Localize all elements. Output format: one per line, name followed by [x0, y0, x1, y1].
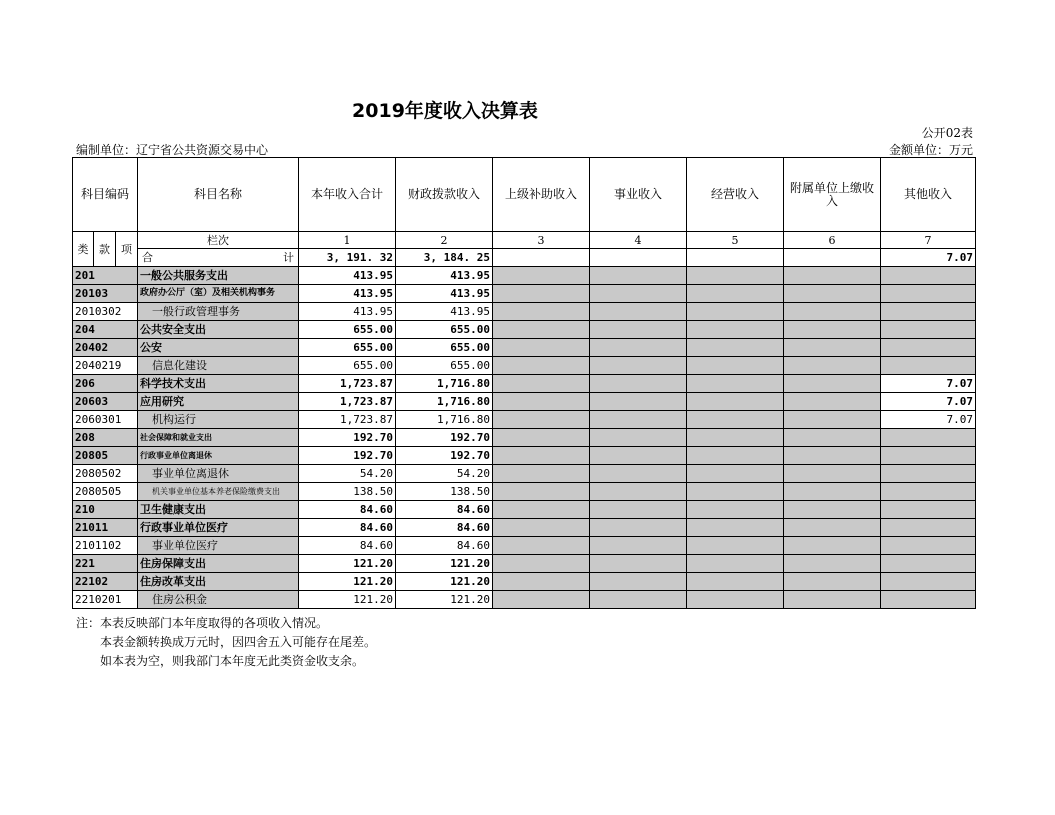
row-name: 社会保障和就业支出 [138, 429, 299, 447]
row-total: 655.00 [299, 339, 396, 357]
row-fiscal: 192.70 [396, 429, 493, 447]
row-other [881, 591, 976, 609]
row-total: 84.60 [299, 501, 396, 519]
row-fiscal: 1,716.80 [396, 411, 493, 429]
row-affiliate [784, 483, 881, 501]
total-label-left: 合 [142, 251, 153, 264]
row-name: 信息化建设 [138, 357, 299, 375]
row-other: 7.07 [881, 411, 976, 429]
row-operating [687, 393, 784, 411]
row-fiscal: 413.95 [396, 267, 493, 285]
row-superior [493, 465, 590, 483]
row-other [881, 555, 976, 573]
header-row [73, 158, 976, 232]
row-code: 2080505 [73, 483, 138, 501]
row-business [590, 339, 687, 357]
row-name: 机构运行 [138, 411, 299, 429]
row-operating [687, 357, 784, 375]
row-code: 2101102 [73, 537, 138, 555]
row-fiscal: 84.60 [396, 537, 493, 555]
form-number: 公开02表 [921, 126, 973, 140]
row-code: 201 [73, 267, 138, 285]
row-name: 公安 [138, 339, 299, 357]
row-name: 行政事业单位医疗 [138, 519, 299, 537]
row-total: 1,723.87 [299, 411, 396, 429]
row-fiscal: 84.60 [396, 519, 493, 537]
row-business [590, 375, 687, 393]
row-other [881, 357, 976, 375]
table-row [73, 483, 976, 501]
income-table [72, 157, 976, 609]
row-operating [687, 285, 784, 303]
row-name: 机关事业单位基本养老保险缴费支出 [138, 483, 299, 501]
row-code: 2080502 [73, 465, 138, 483]
row-fiscal: 1,716.80 [396, 375, 493, 393]
header-operating: 经营收入 [687, 158, 784, 232]
row-operating [687, 465, 784, 483]
row-affiliate [784, 501, 881, 519]
table-row [73, 537, 976, 555]
row-business [590, 537, 687, 555]
row-operating [687, 519, 784, 537]
total-sum: 3, 191. 32 [299, 249, 396, 267]
row-total: 138.50 [299, 483, 396, 501]
row-total: 655.00 [299, 357, 396, 375]
row-fiscal: 121.20 [396, 591, 493, 609]
row-affiliate [784, 519, 881, 537]
column-number: 1 [299, 232, 396, 249]
row-total: 121.20 [299, 573, 396, 591]
row-code: 208 [73, 429, 138, 447]
row-business [590, 519, 687, 537]
notes [76, 614, 376, 671]
row-affiliate [784, 285, 881, 303]
page-title: 2019年度收入决算表 [352, 100, 538, 122]
table-row [73, 573, 976, 591]
row-total: 121.20 [299, 591, 396, 609]
row-other [881, 321, 976, 339]
row-code: 204 [73, 321, 138, 339]
table-row [73, 321, 976, 339]
row-business [590, 357, 687, 375]
row-name: 住房公积金 [138, 591, 299, 609]
row-affiliate [784, 303, 881, 321]
column-number: 6 [784, 232, 881, 249]
row-superior [493, 321, 590, 339]
row-total: 1,723.87 [299, 393, 396, 411]
row-fiscal: 655.00 [396, 321, 493, 339]
row-affiliate [784, 555, 881, 573]
row-affiliate [784, 465, 881, 483]
row-total: 1,723.87 [299, 375, 396, 393]
row-fiscal: 121.20 [396, 555, 493, 573]
row-affiliate [784, 429, 881, 447]
row-code: 221 [73, 555, 138, 573]
row-other [881, 303, 976, 321]
row-other [881, 285, 976, 303]
row-total: 192.70 [299, 429, 396, 447]
total-other: 7.07 [881, 249, 976, 267]
note-line: 注：本表反映部门本年度取得的各项收入情况。 [76, 616, 329, 630]
row-superior [493, 303, 590, 321]
amount-unit-label: 金额单位：万元 [888, 143, 973, 157]
row-code: 2040219 [73, 357, 138, 375]
row-code: 2210201 [73, 591, 138, 609]
row-other [881, 339, 976, 357]
row-operating [687, 537, 784, 555]
row-superior [493, 411, 590, 429]
row-total: 192.70 [299, 447, 396, 465]
row-superior [493, 501, 590, 519]
header-total: 本年收入合计 [299, 158, 396, 232]
table-row [73, 447, 976, 465]
total-label [138, 249, 299, 267]
row-affiliate [784, 411, 881, 429]
row-code: 20805 [73, 447, 138, 465]
row-business [590, 285, 687, 303]
note-line: 本表金额转换成万元时，因四舍五入可能存在尾差。 [100, 635, 377, 649]
header-business: 事业收入 [590, 158, 687, 232]
row-operating [687, 411, 784, 429]
row-business [590, 501, 687, 519]
column-number: 3 [493, 232, 590, 249]
row-affiliate [784, 375, 881, 393]
row-total: 413.95 [299, 267, 396, 285]
row-affiliate [784, 393, 881, 411]
row-total: 84.60 [299, 537, 396, 555]
row-name: 政府办公厅（室）及相关机构事务 [138, 285, 299, 303]
total-fiscal: 3, 184. 25 [396, 249, 493, 267]
table-row [73, 285, 976, 303]
row-name: 科学技术支出 [138, 375, 299, 393]
header-other: 其他收入 [881, 158, 976, 232]
row-superior [493, 555, 590, 573]
row-other [881, 573, 976, 591]
row-name: 公共安全支出 [138, 321, 299, 339]
row-affiliate [784, 537, 881, 555]
header-kuan: 款 [94, 232, 116, 267]
row-fiscal: 54.20 [396, 465, 493, 483]
row-code: 20603 [73, 393, 138, 411]
row-fiscal: 192.70 [396, 447, 493, 465]
row-superior [493, 537, 590, 555]
row-operating [687, 375, 784, 393]
note-line: 如本表为空，则我部门本年度无此类资金收支余。 [100, 654, 365, 668]
row-other [881, 465, 976, 483]
row-name: 事业单位医疗 [138, 537, 299, 555]
row-business [590, 303, 687, 321]
row-affiliate [784, 573, 881, 591]
row-name: 一般公共服务支出 [138, 267, 299, 285]
row-affiliate [784, 321, 881, 339]
total-affiliate [784, 249, 881, 267]
row-total: 655.00 [299, 321, 396, 339]
row-name: 行政事业单位离退休 [138, 447, 299, 465]
column-label: 栏次 [138, 232, 299, 249]
table-row [73, 267, 976, 285]
row-affiliate [784, 267, 881, 285]
row-other [881, 447, 976, 465]
row-name: 住房保障支出 [138, 555, 299, 573]
row-fiscal: 413.95 [396, 285, 493, 303]
row-operating [687, 321, 784, 339]
row-superior [493, 447, 590, 465]
total-business [590, 249, 687, 267]
row-other: 7.07 [881, 375, 976, 393]
row-fiscal: 655.00 [396, 357, 493, 375]
row-name: 卫生健康支出 [138, 501, 299, 519]
row-name: 事业单位离退休 [138, 465, 299, 483]
table-row [73, 411, 976, 429]
header-affiliate: 附属单位上缴收入 [784, 158, 881, 232]
table-row [73, 339, 976, 357]
row-operating [687, 573, 784, 591]
row-business [590, 465, 687, 483]
row-operating [687, 447, 784, 465]
row-operating [687, 555, 784, 573]
row-other [881, 429, 976, 447]
total-label-right: 计 [283, 251, 294, 264]
row-fiscal: 84.60 [396, 501, 493, 519]
header-name: 科目名称 [138, 158, 299, 232]
row-other [881, 483, 976, 501]
table-row [73, 501, 976, 519]
row-total: 54.20 [299, 465, 396, 483]
table-row [73, 591, 976, 609]
row-other [881, 267, 976, 285]
row-superior [493, 357, 590, 375]
row-affiliate [784, 591, 881, 609]
table-row [73, 393, 976, 411]
row-other [881, 501, 976, 519]
row-code: 20402 [73, 339, 138, 357]
row-fiscal: 121.20 [396, 573, 493, 591]
table-row [73, 429, 976, 447]
row-superior [493, 591, 590, 609]
row-code: 206 [73, 375, 138, 393]
row-superior [493, 285, 590, 303]
row-business [590, 573, 687, 591]
row-code: 22102 [73, 573, 138, 591]
total-operating [687, 249, 784, 267]
table-row [73, 375, 976, 393]
header-superior: 上级补助收入 [493, 158, 590, 232]
row-superior [493, 483, 590, 501]
row-operating [687, 591, 784, 609]
row-operating [687, 339, 784, 357]
row-total: 121.20 [299, 555, 396, 573]
row-code: 20103 [73, 285, 138, 303]
column-number: 7 [881, 232, 976, 249]
row-name: 应用研究 [138, 393, 299, 411]
total-row [73, 249, 976, 267]
row-total: 413.95 [299, 303, 396, 321]
table-row [73, 465, 976, 483]
row-superior [493, 393, 590, 411]
row-total: 413.95 [299, 285, 396, 303]
row-business [590, 591, 687, 609]
table-row [73, 303, 976, 321]
table-row [73, 519, 976, 537]
row-other [881, 537, 976, 555]
row-business [590, 555, 687, 573]
row-fiscal: 138.50 [396, 483, 493, 501]
row-business [590, 321, 687, 339]
header-code: 科目编码 [73, 158, 138, 232]
column-number: 4 [590, 232, 687, 249]
row-operating [687, 429, 784, 447]
header-lei: 类 [73, 232, 94, 267]
row-name: 一般行政管理事务 [138, 303, 299, 321]
row-superior [493, 339, 590, 357]
column-number-row [73, 232, 976, 249]
row-code: 21011 [73, 519, 138, 537]
row-code: 2010302 [73, 303, 138, 321]
row-business [590, 393, 687, 411]
row-operating [687, 483, 784, 501]
column-number: 5 [687, 232, 784, 249]
row-business [590, 267, 687, 285]
row-fiscal: 413.95 [396, 303, 493, 321]
row-affiliate [784, 357, 881, 375]
row-fiscal: 1,716.80 [396, 393, 493, 411]
row-fiscal: 655.00 [396, 339, 493, 357]
row-superior [493, 375, 590, 393]
row-superior [493, 267, 590, 285]
row-name: 住房改革支出 [138, 573, 299, 591]
organization-label: 编制单位：辽宁省公共资源交易中心 [76, 143, 269, 157]
row-other: 7.07 [881, 393, 976, 411]
row-business [590, 411, 687, 429]
table-row [73, 555, 976, 573]
row-business [590, 429, 687, 447]
row-superior [493, 519, 590, 537]
total-superior [493, 249, 590, 267]
row-other [881, 519, 976, 537]
header-fiscal: 财政拨款收入 [396, 158, 493, 232]
row-operating [687, 267, 784, 285]
table-row [73, 357, 976, 375]
row-affiliate [784, 339, 881, 357]
column-number: 2 [396, 232, 493, 249]
row-business [590, 483, 687, 501]
row-operating [687, 303, 784, 321]
row-superior [493, 429, 590, 447]
header-xiang: 项 [116, 232, 138, 267]
row-superior [493, 573, 590, 591]
row-operating [687, 501, 784, 519]
row-total: 84.60 [299, 519, 396, 537]
row-code: 210 [73, 501, 138, 519]
row-affiliate [784, 447, 881, 465]
row-code: 2060301 [73, 411, 138, 429]
row-business [590, 447, 687, 465]
